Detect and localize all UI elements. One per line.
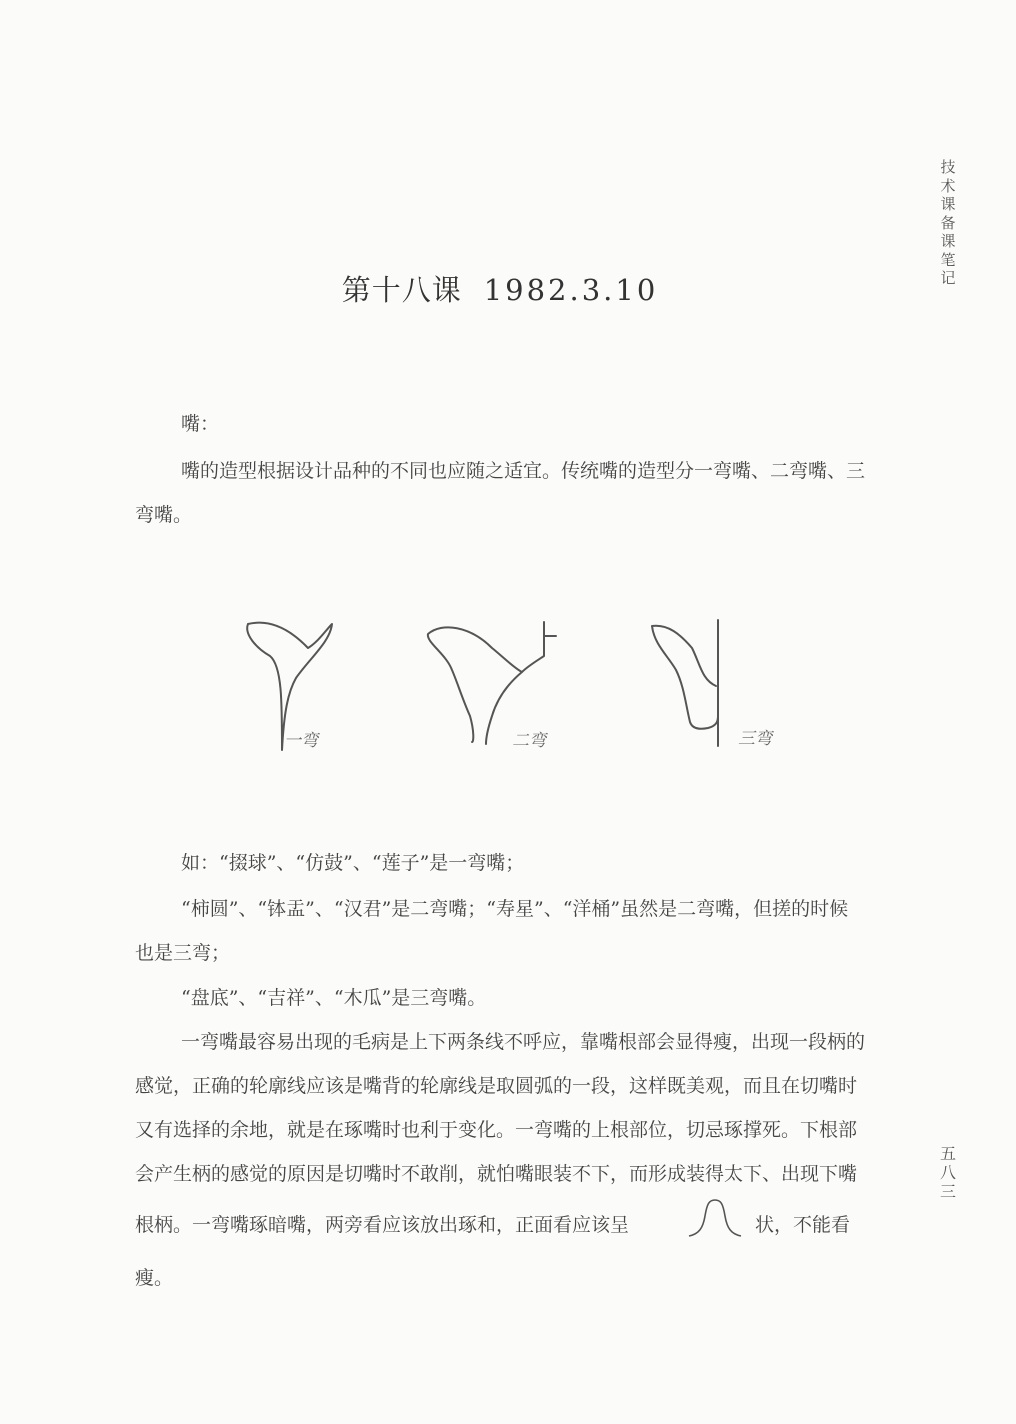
label-one-bend: 一弯	[284, 731, 318, 751]
side-book-title: 技术课备课笔记	[940, 158, 956, 287]
main-paragraph-text: 一弯嘴最容易出现的毛病是上下两条线不呼应，靠嘴根部会显得瘦，出现一段柄的感觉，正确的轮廓线应该是嘴背的轮廓线是取圆弧的一段，这样既美观，而且在切嘴时又有选择的余地，就是在琢嘴时也利于变化。一弯嘴的上根部位，切忌琢撑死。下根部会产生柄的感觉的原因是切嘴时不敢削，就怕嘴眼装不下，而形成装得太下、出现下嘴根柄。一弯嘴琢暗嘴，两旁看应该放出琢和，正面看应该呈	[135, 1031, 866, 1236]
label-two-bend: 二弯	[512, 731, 546, 751]
lesson-name: 第十八课	[341, 273, 462, 307]
spout-shape-figure	[230, 612, 790, 772]
main-paragraph	[135, 1020, 867, 1300]
bell-curve-sketch	[639, 1196, 745, 1256]
label-three-bend: 三弯	[738, 729, 772, 749]
three-bend-spout-sketch	[652, 620, 718, 746]
lesson-date: 1982.3.10	[483, 273, 659, 307]
page-number: 五八三	[939, 1144, 956, 1201]
examples-line-three: “盘底”、“吉祥”、“木瓜”是三弯嘴。	[181, 987, 487, 1009]
examples-line-two: “柿圆”、“钵盂”、“汉君”是二弯嘴；“寿星”、“洋桶”虽然是二弯嘴，但搓的时候也是三弯；	[135, 898, 849, 964]
main-paragraph-tail: 状，不能看瘦。	[135, 1214, 851, 1289]
intro-paragraph: 嘴的造型根据设计品种的不同也应随之适宜。传统嘴的造型分一弯嘴、二弯嘴、三弯嘴。	[135, 460, 866, 526]
lesson-title	[0, 268, 1000, 309]
examples-line-one: 如：“掇球”、“仿鼓”、“莲子”是一弯嘴；	[181, 852, 525, 874]
section-heading: 嘴：	[181, 413, 220, 435]
